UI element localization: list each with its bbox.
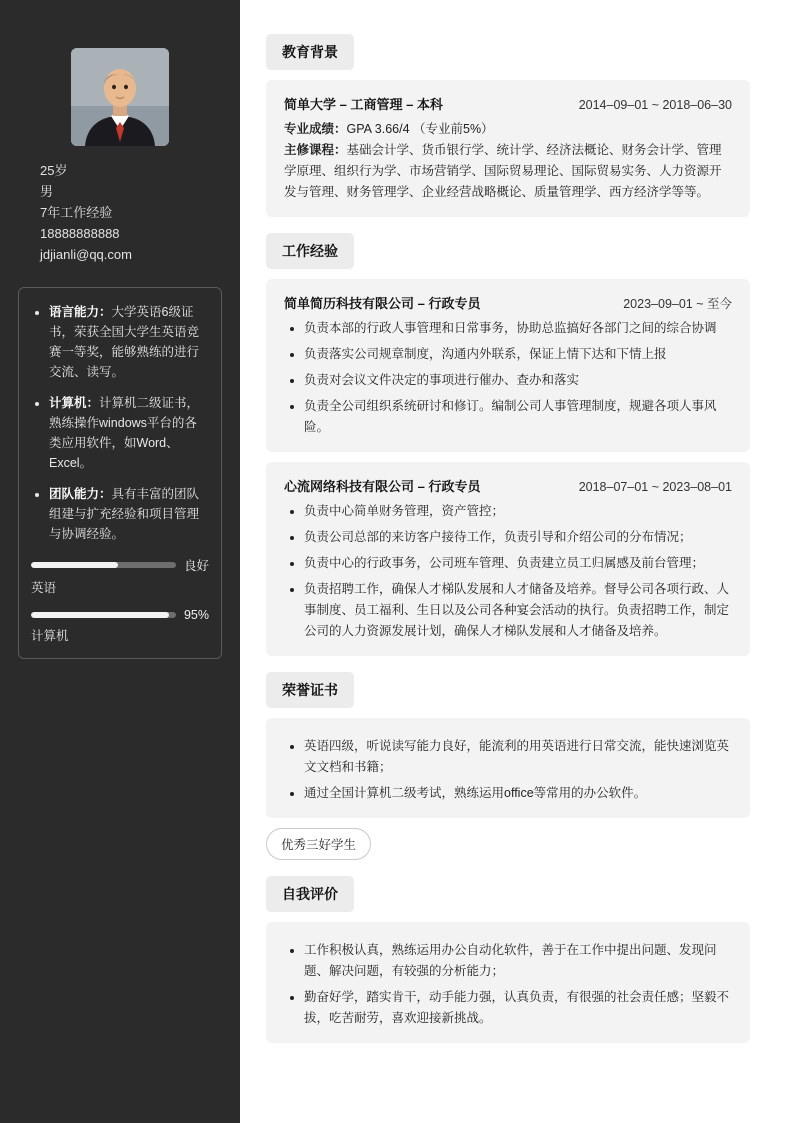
education-gpa bbox=[284, 119, 732, 140]
portrait-photo-icon bbox=[71, 48, 169, 146]
sidebar bbox=[0, 0, 240, 1123]
resume-content bbox=[240, 0, 794, 1123]
avatar bbox=[71, 48, 169, 146]
list-item bbox=[49, 302, 209, 382]
work-card bbox=[266, 462, 750, 656]
basic-info-age: 25岁 bbox=[40, 163, 68, 178]
progress-label: 计算机 bbox=[31, 629, 69, 643]
skill-text: 计算机二级证书，熟练操作windows平台的各类应用软件，如Word、Excel。 bbox=[49, 396, 200, 470]
work-card bbox=[266, 279, 750, 452]
work-entry-head bbox=[284, 293, 732, 312]
self-evaluation-bullets bbox=[284, 940, 732, 1029]
section-self-evaluation bbox=[266, 876, 750, 1043]
basic-info-list bbox=[40, 160, 240, 265]
skill-label: 计算机： bbox=[49, 396, 100, 410]
education-courses bbox=[284, 140, 732, 203]
basic-info-gender: 男 bbox=[40, 184, 54, 199]
progress-track bbox=[31, 612, 176, 618]
progress-track bbox=[31, 562, 176, 568]
section-title-self-evaluation: 自我评价 bbox=[266, 876, 354, 912]
work-entry-head bbox=[284, 476, 732, 495]
education-courses-label: 主修课程： bbox=[284, 143, 347, 157]
education-gpa-value: GPA 3.66/4 （专业前5%） bbox=[346, 122, 494, 136]
section-title-education: 教育背景 bbox=[266, 34, 354, 70]
skill-bar-english bbox=[31, 556, 209, 596]
list-item: • 负责全公司组织系统研讨和修订。编制公司人事管理制度，规避各项人事风险。 bbox=[304, 396, 732, 438]
education-gpa-label: 专业成绩： bbox=[284, 122, 347, 136]
section-title-work: 工作经验 bbox=[266, 233, 354, 269]
list-item: • 勤奋好学，踏实肯干，动手能力强，认真负责，有很强的社会责任感；坚毅不拔，吃苦耐劳，喜欢迎接新挑战。 bbox=[304, 987, 732, 1029]
skill-bar-computer bbox=[31, 608, 209, 644]
skill-list bbox=[31, 302, 209, 544]
education-courses-value: 基础会计学、货币银行学、统计学、经济法概论、财务会计学、管理学原理、组织行为学、市场营销学、国际贸易理论、国际贸易实务、人力资源开发与管理、财务管理学、企业经营战略概论、质量管理学、西方经济学等等。 bbox=[284, 143, 722, 199]
education-date: 2014–09–01 ~ 2018–06–30 bbox=[578, 98, 732, 112]
skill-label: 团队能力： bbox=[49, 487, 112, 501]
progress-fill bbox=[31, 612, 169, 618]
progress-label: 英语 bbox=[31, 581, 57, 595]
list-item: • 负责本部的行政人事管理和日常事务，协助总监搞好各部门之间的综合协调 bbox=[304, 318, 732, 339]
basic-info-email: jdjianli@qq.com bbox=[40, 247, 132, 262]
work-bullets bbox=[284, 501, 732, 642]
education-card bbox=[266, 80, 750, 217]
list-item: • 工作积极认真，熟练运用办公自动化软件，善于在工作中提出问题、发现问题、解决问题，有较强的分析能力； bbox=[304, 940, 732, 982]
work-date: 2023–09–01 ~ 至今 bbox=[623, 297, 732, 311]
section-education bbox=[266, 34, 750, 217]
honors-tag: 优秀三好学生 bbox=[266, 828, 371, 860]
list-item: • 负责对会议文件决定的事项进行催办、查办和落实 bbox=[304, 370, 732, 391]
education-school: 简单大学 – 工商管理 – 本科 bbox=[284, 97, 443, 112]
list-item: • 负责公司总部的来访客户接待工作，负责引导和介绍公司的分布情况； bbox=[304, 527, 732, 548]
self-evaluation-card bbox=[266, 922, 750, 1043]
skill-text: 大学英语6级证书，荣获全国大学生英语竞赛一等奖，能够熟练的进行交流、读写。 bbox=[49, 305, 200, 379]
progress-value: 95% bbox=[183, 608, 209, 622]
list-item: • 负责中心的行政事务，公司班车管理、负责建立员工归属感及前台管理； bbox=[304, 553, 732, 574]
list-item bbox=[49, 393, 209, 473]
list-item: • 负责落实公司规章制度，沟通内外联系，保证上情下达和下情上报 bbox=[304, 344, 732, 365]
work-bullets bbox=[284, 318, 732, 438]
basic-info-experience: 7年工作经验 bbox=[40, 205, 113, 220]
list-item: • 英语四级，听说读写能力良好，能流利的用英语进行日常交流，能快速浏览英文文档和书籍； bbox=[304, 736, 732, 778]
list-item: • 通过全国计算机二级考试，熟练运用office等常用的办公软件。 bbox=[304, 783, 732, 804]
skills-box bbox=[18, 287, 222, 659]
list-item: • 负责中心简单财务管理，资产管控； bbox=[304, 501, 732, 522]
basic-info-phone: 18888888888 bbox=[40, 226, 120, 241]
progress-value: 良好 bbox=[183, 559, 209, 573]
education-entry-head bbox=[284, 94, 732, 113]
list-item: • 负责招聘工作，确保人才梯队发展和人才储备及培养。督导公司各项行政、人事制度、员工福利、生日以及公司各种宴会活动的执行。负责招聘工作，制定公司的人力资源发展计划，确保人才梯队发展和人才储备及培养。 bbox=[304, 579, 732, 642]
section-title-honors: 荣誉证书 bbox=[266, 672, 354, 708]
list-item bbox=[49, 484, 209, 544]
section-work bbox=[266, 233, 750, 656]
honors-card bbox=[266, 718, 750, 818]
work-date: 2018–07–01 ~ 2023–08–01 bbox=[578, 480, 732, 494]
work-company: 心流网络科技有限公司 – 行政专员 bbox=[284, 479, 481, 494]
honors-bullets bbox=[284, 736, 732, 804]
progress-fill bbox=[31, 562, 118, 568]
section-honors bbox=[266, 672, 750, 860]
work-company: 简单简历科技有限公司 – 行政专员 bbox=[284, 296, 481, 311]
skill-text: 具有丰富的团队组建与扩充经验和项目管理与协调经验。 bbox=[49, 487, 200, 541]
skill-label: 语言能力： bbox=[49, 305, 112, 319]
